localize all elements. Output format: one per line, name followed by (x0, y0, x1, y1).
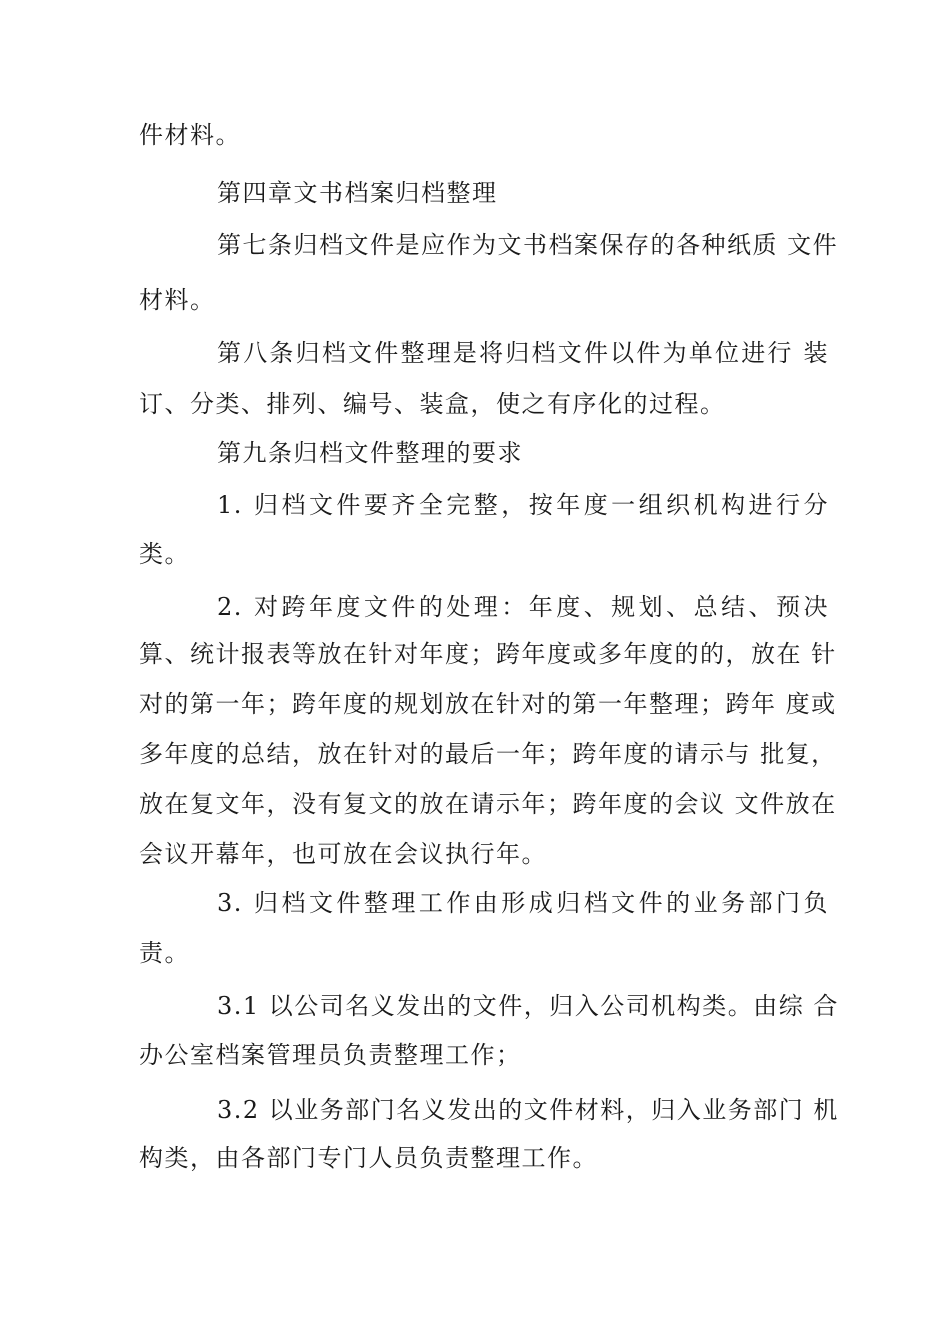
article-9-heading: 第九条归档文件整理的要求 (217, 439, 523, 467)
item-2-line-5: 放在复文年，没有复文的放在请示年；跨年度的会议 文件放在 (139, 790, 837, 818)
item-3-2-line-2: 构类，由各部门专门人员负责整理工作。 (139, 1144, 598, 1172)
item-2-line-4: 多年度的总结，放在针对的最后一年；跨年度的请示与 批复， (139, 740, 837, 768)
article-7-line-2: 材料。 (139, 286, 216, 314)
item-3-1-line-1: 3.1 以公司名义发出的文件，归入公司机构类。由综 合 (217, 992, 839, 1020)
item-3-1-line-2: 办公室档案管理员负责整理工作； (139, 1041, 522, 1069)
chapter-heading: 第四章文书档案归档整理 (217, 179, 498, 207)
item-2-line-1: 2. 对跨年度文件的处理：年度、规划、总结、预决 (217, 593, 829, 621)
item-1-line-2: 类。 (139, 540, 190, 568)
article-8-line-2: 订、分类、排列、编号、装盒，使之有序化的过程。 (139, 390, 726, 418)
item-3-2-line-1: 3.2 以业务部门名义发出的文件材料，归入业务部门 机 (217, 1096, 839, 1124)
text-line-continuation: 件材料。 (139, 121, 241, 149)
item-2-line-3: 对的第一年；跨年度的规划放在针对的第一年整理；跨年 度或 (139, 690, 837, 718)
article-8-line-1: 第八条归档文件整理是将归档文件以件为单位进行 装 (217, 339, 829, 367)
article-7-line-1: 第七条归档文件是应作为文书档案保存的各种纸质 文件 (217, 231, 839, 259)
item-3-line-1: 3. 归档文件整理工作由形成归档文件的业务部门负 (217, 889, 829, 917)
item-3-line-2: 责。 (139, 939, 190, 967)
item-1-line-1: 1. 归档文件要齐全完整，按年度一组织机构进行分 (217, 491, 829, 519)
item-2-line-2: 算、统计报表等放在针对年度；跨年度或多年度的的，放在 针 (139, 640, 837, 668)
item-2-line-6: 会议开幕年，也可放在会议执行年。 (139, 840, 547, 868)
